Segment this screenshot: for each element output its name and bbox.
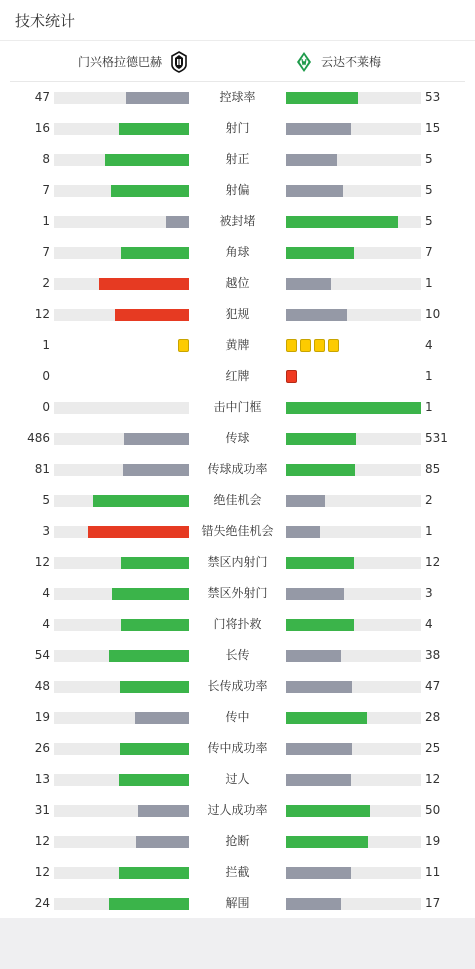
stat-row (0, 609, 475, 640)
away-stat-bar (286, 712, 421, 724)
home-stat-bar-fill (111, 185, 189, 197)
home-stat-value: 7 (42, 245, 50, 259)
stat-row (0, 454, 475, 485)
stat-row (0, 113, 475, 144)
away-stat-bar-fill (286, 247, 354, 259)
home-stat-value: 16 (34, 121, 50, 135)
yellow-card-icon (300, 339, 311, 352)
away-stat-value: 15 (425, 121, 441, 135)
home-stat-bar (54, 216, 189, 228)
home-stat-value: 13 (34, 772, 50, 786)
home-stat-value: 7 (42, 183, 50, 197)
home-stat-bar-fill (105, 154, 189, 166)
stat-label: 传中成功率 (207, 741, 268, 755)
stats-header (0, 0, 475, 41)
away-stat-value: 5 (425, 183, 433, 197)
home-stat-bar (54, 185, 189, 197)
away-stat-bar-fill (286, 92, 358, 104)
stat-label: 过人成功率 (207, 803, 268, 817)
home-stat-value: 24 (34, 896, 50, 910)
home-stat-value: 4 (42, 617, 50, 631)
stat-label: 射正 (225, 152, 250, 166)
away-stat-bar (286, 836, 421, 848)
home-stat-bar (54, 526, 189, 538)
home-stat-bar-fill (88, 526, 189, 538)
away-stat-bar (286, 805, 421, 817)
away-stat-value: 1 (425, 276, 433, 290)
home-stat-bar-fill (93, 495, 189, 507)
away-stat-bar-fill (286, 743, 352, 755)
stat-label: 过人 (225, 772, 250, 786)
away-stat-bar-fill (286, 805, 370, 817)
home-stat-bar (54, 867, 189, 879)
away-stat-bar-fill (286, 867, 351, 879)
home-stat-value: 81 (34, 462, 50, 476)
stat-row (0, 330, 475, 361)
werder-bremen-crest-icon (295, 51, 313, 73)
red-card-icon (286, 370, 297, 383)
home-stat-bar-fill (112, 588, 189, 600)
home-stat-bar-fill (119, 867, 189, 879)
home-stat-bar-fill (119, 123, 189, 135)
home-stat-value: 1 (42, 338, 50, 352)
away-stat-bar-fill (286, 278, 331, 290)
stat-label: 解围 (225, 896, 250, 910)
away-stat-value: 1 (425, 524, 433, 538)
home-stat-value: 47 (34, 90, 50, 104)
home-stat-value: 48 (34, 679, 50, 693)
stat-row (0, 237, 475, 268)
away-stat-bar-fill (286, 464, 355, 476)
yellow-card-icon (178, 339, 189, 352)
away-stat-bar (286, 309, 421, 321)
yellow-card-icon (328, 339, 339, 352)
away-stat-value: 1 (425, 369, 433, 383)
stat-label: 控球率 (219, 90, 256, 104)
away-stat-bar (286, 867, 421, 879)
home-stat-value: 0 (42, 369, 50, 383)
away-stat-bar (286, 433, 421, 445)
away-stat-value: 50 (425, 803, 441, 817)
stat-row (0, 578, 475, 609)
away-stat-bar-fill (286, 123, 351, 135)
away-stat-bar (286, 247, 421, 259)
away-stat-value: 12 (425, 555, 441, 569)
stat-label: 传球成功率 (207, 462, 268, 476)
stat-label: 被封堵 (219, 214, 256, 228)
stat-label: 禁区内射门 (207, 555, 268, 569)
away-stat-bar-fill (286, 526, 320, 538)
away-stat-bar-fill (286, 898, 341, 910)
stat-label: 禁区外射门 (207, 586, 268, 600)
away-stat-value: 38 (425, 648, 441, 662)
away-stat-value: 28 (425, 710, 441, 724)
away-cards (286, 339, 339, 352)
home-stat-value: 1 (42, 214, 50, 228)
stat-row (0, 82, 475, 113)
away-stat-bar (286, 743, 421, 755)
away-stat-bar (286, 774, 421, 786)
stat-label: 传球 (225, 431, 250, 445)
away-stat-bar (286, 154, 421, 166)
home-stat-bar (54, 619, 189, 631)
stat-row (0, 423, 475, 454)
away-stat-bar (286, 619, 421, 631)
home-stat-bar-fill (109, 898, 189, 910)
stat-label: 黄牌 (225, 338, 250, 352)
away-stat-bar (286, 402, 421, 414)
away-stat-bar-fill (286, 557, 354, 569)
away-stat-bar-fill (286, 309, 347, 321)
away-stat-value: 1 (425, 400, 433, 414)
home-stat-bar (54, 309, 189, 321)
home-stat-bar-fill (121, 557, 189, 569)
home-stat-bar (54, 681, 189, 693)
away-stat-value: 5 (425, 152, 433, 166)
away-stat-value: 17 (425, 896, 441, 910)
away-cards (286, 370, 297, 383)
stat-label: 击中门框 (213, 400, 262, 414)
home-stat-bar (54, 650, 189, 662)
home-stat-bar-fill (124, 433, 189, 445)
stat-label: 长传成功率 (207, 679, 268, 693)
stat-row (0, 361, 475, 392)
home-stat-bar (54, 495, 189, 507)
stat-row (0, 888, 475, 919)
stat-row (0, 640, 475, 671)
away-stat-bar (286, 123, 421, 135)
stat-row (0, 485, 475, 516)
away-stat-bar-fill (286, 712, 367, 724)
away-stat-value: 11 (425, 865, 441, 879)
away-stat-value: 4 (425, 617, 433, 631)
home-stat-value: 54 (34, 648, 50, 662)
stat-label: 门将扑救 (213, 617, 262, 631)
home-stat-bar-fill (166, 216, 189, 228)
home-stat-bar-fill (123, 464, 189, 476)
away-stat-value: 47 (425, 679, 441, 693)
away-stat-bar-fill (286, 619, 354, 631)
home-stat-bar-fill (138, 805, 189, 817)
home-stat-value: 3 (42, 524, 50, 538)
home-stat-bar (54, 898, 189, 910)
away-stat-bar-fill (286, 495, 325, 507)
home-stat-bar (54, 464, 189, 476)
home-stat-value: 8 (42, 152, 50, 166)
away-stat-bar-fill (286, 154, 337, 166)
away-stat-bar (286, 92, 421, 104)
home-stat-bar (54, 712, 189, 724)
away-stat-bar-fill (286, 774, 351, 786)
home-stat-bar-fill (135, 712, 189, 724)
stat-label: 长传 (225, 648, 250, 662)
away-stat-value: 4 (425, 338, 433, 352)
home-stat-bar-fill (119, 774, 189, 786)
stat-row (0, 144, 475, 175)
home-stat-bar-fill (120, 743, 189, 755)
home-team-name: 门兴格拉德巴赫 (78, 55, 163, 69)
home-cards (178, 339, 189, 352)
away-stat-bar (286, 185, 421, 197)
home-stat-bar-fill (115, 309, 189, 321)
stat-label: 射偏 (225, 183, 250, 197)
home-team[interactable] (78, 41, 188, 82)
home-stat-bar (54, 557, 189, 569)
stat-label: 错失绝佳机会 (201, 524, 274, 538)
stat-row (0, 516, 475, 547)
stat-label: 越位 (225, 276, 250, 290)
stat-label: 犯规 (225, 307, 250, 321)
away-stat-bar (286, 650, 421, 662)
home-stat-bar (54, 154, 189, 166)
away-stat-bar (286, 278, 421, 290)
home-stat-value: 12 (34, 834, 50, 848)
home-stat-bar-fill (99, 278, 189, 290)
home-stat-value: 12 (34, 307, 50, 321)
stat-row (0, 299, 475, 330)
away-stat-value: 53 (425, 90, 441, 104)
home-stat-value: 4 (42, 586, 50, 600)
stat-label: 抢断 (225, 834, 250, 848)
home-stat-value: 19 (34, 710, 50, 724)
home-stat-bar-fill (126, 92, 189, 104)
away-stat-value: 7 (425, 245, 433, 259)
away-stat-bar-fill (286, 185, 343, 197)
stat-row (0, 795, 475, 826)
away-team[interactable] (295, 41, 381, 82)
away-stat-bar-fill (286, 588, 344, 600)
away-stat-bar (286, 557, 421, 569)
away-stat-bar-fill (286, 433, 356, 445)
away-stat-bar (286, 681, 421, 693)
away-stat-bar (286, 588, 421, 600)
away-stat-bar (286, 495, 421, 507)
home-stat-bar-fill (109, 650, 189, 662)
home-stat-bar (54, 92, 189, 104)
home-stat-bar (54, 278, 189, 290)
teams-row (10, 41, 465, 82)
home-stat-bar-fill (121, 619, 189, 631)
borussia-mgladbach-crest-icon (170, 51, 188, 73)
home-stat-bar (54, 123, 189, 135)
home-stat-bar (54, 588, 189, 600)
home-stat-bar (54, 836, 189, 848)
home-stat-bar (54, 402, 189, 414)
away-stat-bar (286, 216, 421, 228)
home-stat-bar (54, 774, 189, 786)
stat-row (0, 733, 475, 764)
away-stat-value: 3 (425, 586, 433, 600)
away-stat-value: 10 (425, 307, 441, 321)
home-stat-value: 2 (42, 276, 50, 290)
stat-label: 红牌 (225, 369, 250, 383)
stat-row (0, 547, 475, 578)
stat-row (0, 826, 475, 857)
away-stat-value: 25 (425, 741, 441, 755)
home-stat-bar-fill (136, 836, 189, 848)
yellow-card-icon (286, 339, 297, 352)
stat-label: 角球 (225, 245, 250, 259)
stat-label: 射门 (225, 121, 250, 135)
stat-label: 传中 (225, 710, 250, 724)
home-stat-value: 0 (42, 400, 50, 414)
away-stat-bar-fill (286, 650, 341, 662)
away-stat-bar-fill (286, 216, 398, 228)
home-stat-bar (54, 805, 189, 817)
stat-row (0, 392, 475, 423)
away-stat-bar-fill (286, 836, 368, 848)
stat-row (0, 175, 475, 206)
home-stat-bar (54, 433, 189, 445)
away-stat-value: 85 (425, 462, 441, 476)
home-stat-value: 12 (34, 865, 50, 879)
home-stat-bar-fill (120, 681, 189, 693)
home-stat-value: 5 (42, 493, 50, 507)
stat-row (0, 671, 475, 702)
stat-row (0, 857, 475, 888)
away-stat-value: 5 (425, 214, 433, 228)
home-stat-bar (54, 743, 189, 755)
stat-row (0, 764, 475, 795)
away-stat-bar-fill (286, 402, 421, 414)
home-stat-value: 486 (27, 431, 50, 445)
away-stat-value: 531 (425, 431, 448, 445)
away-stat-bar (286, 526, 421, 538)
home-stat-value: 26 (34, 741, 50, 755)
yellow-card-icon (314, 339, 325, 352)
stat-label: 拦截 (225, 865, 250, 879)
home-stat-value: 12 (34, 555, 50, 569)
home-stat-bar-fill (121, 247, 189, 259)
away-stat-value: 19 (425, 834, 441, 848)
away-stat-bar (286, 464, 421, 476)
home-stat-value: 31 (34, 803, 50, 817)
stat-row (0, 206, 475, 237)
away-stat-bar (286, 898, 421, 910)
away-stat-value: 2 (425, 493, 433, 507)
page-title: 技术统计 (15, 11, 76, 30)
away-stat-value: 12 (425, 772, 441, 786)
away-team-name: 云达不莱梅 (321, 55, 382, 69)
stat-label: 绝佳机会 (213, 493, 262, 507)
away-stat-bar-fill (286, 681, 352, 693)
home-stat-bar (54, 247, 189, 259)
stat-row (0, 702, 475, 733)
stat-row (0, 268, 475, 299)
